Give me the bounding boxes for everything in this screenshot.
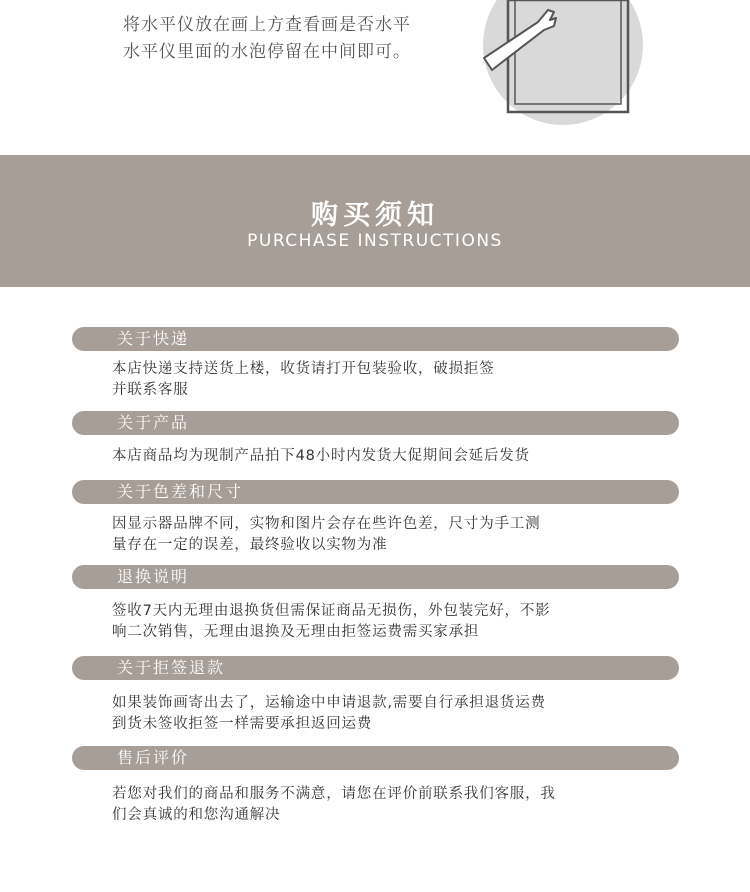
section-body-line: 到货未签收拒签一样需要承担返回运费 <box>112 716 373 732</box>
section-title: 关于产品 <box>117 413 190 432</box>
section-body-line: 本店商品均为现制产品拍下48小时内发货大促期间会延后发货 <box>112 448 530 464</box>
section-body-line: 签收7天内无理由退换货但需保证商品无损伤，外包装完好，不影 <box>112 603 551 619</box>
section-body-line: 若您对我们的商品和服务不满意，请您在评价前联系我们客服，我 <box>112 786 556 802</box>
level-instruction-text <box>123 12 483 66</box>
section-body-line: 们会真诚的和您沟通解决 <box>112 807 281 823</box>
purchase-instructions-banner <box>0 155 750 287</box>
banner-subtitle: PURCHASE INSTRUCTIONS <box>247 231 503 251</box>
section-header <box>72 565 679 589</box>
section-header <box>72 411 679 435</box>
section-title: 退换说明 <box>117 567 190 586</box>
level-instruction-area <box>0 0 750 155</box>
section-body <box>112 784 682 826</box>
section-title: 关于快递 <box>117 329 190 348</box>
section-body-line: 量存在一定的误差，最终验收以实物为准 <box>112 537 388 553</box>
section-body <box>112 359 682 401</box>
section-header <box>72 480 679 504</box>
section-body-line: 如果装饰画寄出去了，运输途中申请退款,需要自行承担退货运费 <box>112 695 546 711</box>
level-instruction-line-1: 将水平仪放在画上方查看画是否水平 <box>123 15 411 35</box>
section-header <box>72 327 679 351</box>
section-header <box>72 746 679 770</box>
hanging-picture-illustration <box>470 0 670 140</box>
section-body-line: 并联系客服 <box>112 382 189 398</box>
section-body <box>112 693 682 735</box>
section-body <box>112 514 682 556</box>
section-body-line: 本店快递支持送货上楼，收货请打开包装验收，破损拒签 <box>112 361 495 377</box>
section-body-line: 因显示器品牌不同，实物和图片会存在些许色差，尺寸为手工测 <box>112 516 541 532</box>
section-header <box>72 656 679 680</box>
banner-title: 购买须知 <box>311 200 439 231</box>
section-title: 关于色差和尺寸 <box>117 482 244 501</box>
section-title: 关于拒签退款 <box>117 658 226 677</box>
section-body <box>112 446 682 467</box>
section-title: 售后评价 <box>117 748 190 767</box>
section-body-line: 响二次销售，无理由退换及无理由拒签运费需买家承担 <box>112 624 480 640</box>
level-instruction-line-2: 水平仪里面的水泡停留在中间即可。 <box>123 42 411 62</box>
section-body <box>112 601 682 643</box>
